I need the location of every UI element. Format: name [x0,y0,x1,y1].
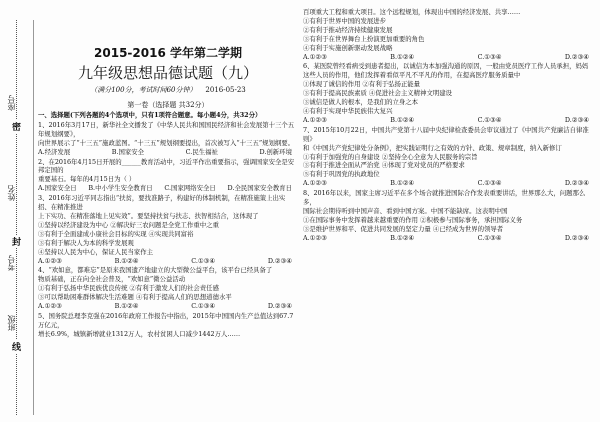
answer-option: B.中小学生安全教育日 [88,184,153,193]
question-line: ③有利于推进全面从严治党 ④体现了党对党员的严格要求 [303,161,465,170]
question-line: 增长6.9%，城镇新增就业1312万人，农村贫困人口减少1442万人…… [38,329,241,338]
exam-date: 2016-05-23 [205,86,246,94]
question-item [38,194,298,265]
question-line: ③有利于解决人为本的科学发展观 [38,238,134,247]
answer-option: A.①②③ [38,256,62,265]
exam-info [38,86,298,95]
answer-option: C.①③④ [191,302,216,311]
answer-option: D.②③④ [564,115,589,124]
question-line: 向世界展示了“十三五”施政蓝图。“十三五”规划纲要提出，首次被写入“十三五”规划纲要。 [38,138,295,147]
answer-option: A.①②③ [303,179,327,188]
question-line: 8、2016年以来，国家主席习近平在多个场合就推进国际合作发表重要讲话，世界那么大，问题那么多， [303,189,586,207]
left-question-list [38,121,298,339]
answer-option: C.民生福祉 [185,147,218,156]
margin-divider [33,20,34,415]
section-instruction: 一、选择题(下列各题的4个选项中，只有1项符合题意。每小题4分，共32分） [38,111,262,119]
answer-options [38,257,298,266]
answer-option: B.①②④ [390,233,415,242]
exam-no-label: 考号 [7,255,16,271]
answer-options [303,179,595,188]
question-line: 5、国务院总理李克强在2016年政府工作报告中指出，2015年中国国内生产总值达到67.7万亿元， [38,311,294,329]
answer-option: C.国家网络安全日 [164,184,216,193]
answer-option: B.①②④ [114,302,139,311]
question-line: ①有利于弘扬中华民族优良传统 ②有利于激发人们的社会责任感 [38,284,219,293]
answer-options [38,302,298,311]
question-line: 百项重大工程和重大项目。这个远程规划，体现出中国的经济发展、共享…… [303,8,521,16]
left-column [38,0,298,339]
answer-options [38,184,298,193]
question-line: 3、2016年习近平同志指出“扶贫，要找准路子，构建好的体制机制，在精准施策上出实招、在精准推进 [38,194,286,212]
answer-option: D.创新环境 [259,147,292,156]
seal-char-2: 封 [12,235,21,248]
answer-option: A.经济发展 [38,147,71,156]
section-heading: 第一卷（选择题 共32分） [127,101,209,109]
right-column [303,8,595,243]
answer-option: D.②③④ [564,179,589,188]
answer-option: A.①②③ [303,115,327,124]
name-label: 姓名 [7,185,16,201]
question-line: 4、“欢如意，都难忘”是原来我国遗产地建立的大型微公益平台，该平台已经具备了 [38,266,273,275]
question-line: ②有利于推动经济持续健康发展 [303,25,393,34]
binding-margin [0,0,30,422]
question-line: ③有利于提高民族素质 ④促进社会主义精神文明建设 [303,89,453,98]
question-line: 2、在2016年4月15日开展的______教育活动中，习近平作出重要指示，强调国家安全是安邦定国的 [38,157,295,175]
answer-option: A.①②③ [303,52,327,61]
question-line: 1、2016年3月17日，新华社全文播发了《中华人民共和国国民经济和社会发展第十三个五年规划纲要》， [38,120,295,138]
answer-option: D.②③④ [564,52,589,61]
answer-option: A.国家安全日 [38,184,77,193]
question-line: ③诚信是做人的根本，是我们的立身之本 [303,98,419,107]
question-item [38,158,298,194]
answer-option: D.②③④ [564,233,589,242]
question-item [38,121,298,157]
question-line: ④有利于实现中华民族伟大复兴 [303,106,393,115]
class-label: 班级 [7,315,16,331]
answer-option: C.①③④ [477,52,502,61]
question-line: ④坚持以人民为中心，保证人民当家作主 [38,247,154,256]
exam-title: 2015-2016 学年第二学期 [94,46,242,60]
question-line: ③有利于全面建成小康社会目标的实现 ④实现共同富裕 [38,229,194,238]
exam-meta: （满分100分，考试时间60分钟） [90,86,197,94]
answer-option: D.②③④ [267,302,292,311]
question-line: ①体现了诚信的作用 ②有利于弘扬正能量 [303,80,421,89]
continued-options [303,53,595,62]
answer-option: C.①③④ [191,256,216,265]
question-line: 上下实功、在精准落地上见实效”。要坚持扶贫与扶志、扶智相结合，这体现了 [38,211,259,220]
answer-option: D.②③④ [267,256,292,265]
question-line: 物质基础，正在向全社会普及，“欢如意”微公益活动 [38,275,186,284]
question-line: ①有利于加强党的自身建设 ②坚持全心全意为人民服务的宗旨 [303,152,478,161]
answer-option: B.①②④ [390,179,415,188]
question-item [303,189,595,242]
answer-options [303,116,595,125]
question-line: 这些人员的作用，他们发挥着看似平凡不平凡的作用，在提高医疗服务质量中 [303,71,521,80]
question-line: ①坚持以经济建设为中心 ②解决好三农问题是全党工作重中之重 [38,220,219,229]
question-item [38,266,298,311]
question-line: 7、2015年10月22日，中国共产党第十八届中央纪律检查委员会审议通过了《中国共产党廉洁自律准则》 [303,125,589,143]
question-line: ③有利于在世界舞台上扮演更加重要的角色 [303,34,425,43]
question-line: 重要基石。每年的4月15日为（ ） [38,175,136,184]
answer-option: D.全民国家安全教育日 [227,184,292,193]
answer-option: A.①②③ [303,233,327,242]
continued-question [303,8,595,53]
question-line: 国际社会期待听到中国声音、看到中国方案。中国不能缺席。这表明中国 [303,206,508,215]
answer-option: B.①②④ [390,115,415,124]
seat-label: 座号 [7,95,16,111]
answer-option: B.国家安全 [111,147,145,156]
seal-char-1: 密 [12,120,21,133]
question-line: ③是维护世界和平、促进共同发展的坚定力量 ④已经成为世界的领导者 [303,224,504,233]
question-item [303,62,595,124]
answer-option: C.①③④ [477,179,502,188]
answer-option: C.①③④ [477,115,502,124]
question-line: ⑤有利于巩固党的执政地位 [303,170,380,179]
question-item [38,312,298,339]
answer-option: C.①③④ [477,233,502,242]
right-question-list [303,62,595,242]
question-line: 6、某医院曾经看病受到患者提出，以诚信为本加强沟通的原因，一般由党员医疗工作人员承担，妈妈 [303,62,589,71]
exam-subtitle: 九年级思想品德试题（九） [77,64,258,82]
answer-option: B.①②④ [390,52,415,61]
question-line: ③可以帮助困难群体解决生活难题 ④有利于提高人们的思想道德水平 [38,293,232,302]
question-line: ①在国际事务中发挥着越来越重要的作用 ②积极参与国际事务，承担国际义务 [303,215,523,224]
question-line: ④有利于实施创新驱动发展战略 [303,43,393,52]
seal-char-3: 线 [12,340,21,353]
answer-options [38,148,298,157]
question-line: ①有利于世界中国的发展进步 [303,16,387,25]
question-item [303,126,595,188]
answer-options [303,234,595,243]
answer-option: B.①②④ [114,256,139,265]
seal-line [16,20,17,415]
answer-option: A.①②③ [38,302,62,311]
question-line: 和《中国共产党纪律处分条例》，把实践证明行之有效的方针、政策、规章制度，纳入新修订 [303,143,562,152]
